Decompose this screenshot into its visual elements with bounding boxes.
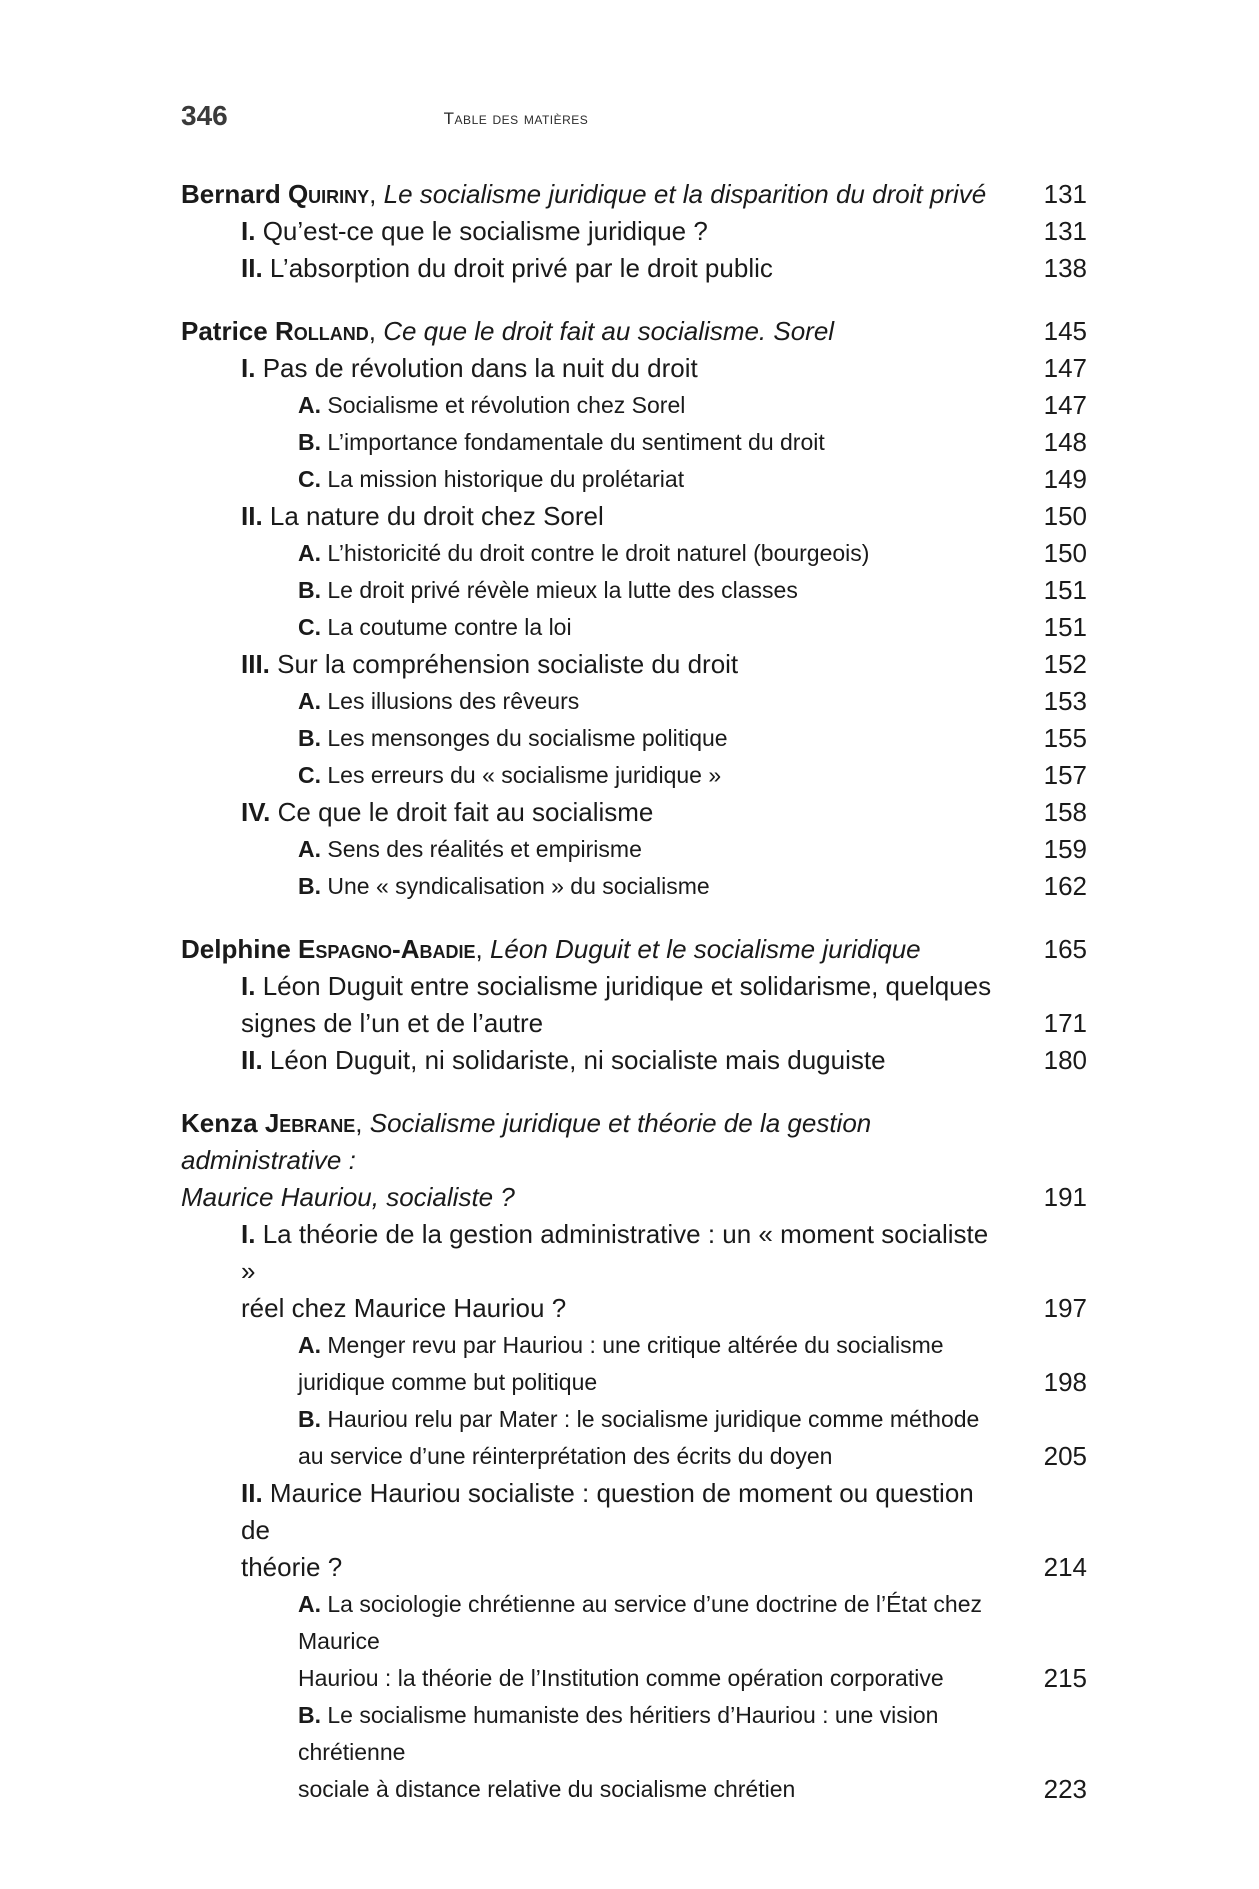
toc-entry-part[interactable] — [181, 968, 1087, 1042]
toc-entry-subpart[interactable] — [181, 1697, 1087, 1808]
page-ref: 205 — [1043, 1441, 1087, 1471]
subpart-marker: C. — [298, 466, 321, 492]
toc-entry-subpart[interactable] — [181, 535, 1087, 572]
toc-entry-part[interactable] — [181, 794, 1087, 831]
subpart-marker: C. — [298, 614, 321, 640]
toc-entry-subpart[interactable] — [181, 757, 1087, 794]
toc-entry-subpart[interactable] — [181, 683, 1087, 720]
chapter-title-line-2: Maurice Hauriou, socialiste ? — [181, 1182, 515, 1212]
toc-entry-part[interactable] — [181, 1042, 1087, 1079]
toc-entry-part[interactable] — [181, 646, 1087, 683]
author-first-name: Kenza — [181, 1108, 258, 1138]
page-ref: 214 — [1043, 1552, 1087, 1582]
subpart-title-line-1: Le socialisme humaniste des héritiers d’Hauriou : une vision chrétienne — [298, 1702, 939, 1765]
page-ref: 159 — [1043, 834, 1087, 864]
subpart-marker: B. — [298, 1406, 321, 1432]
page-ref: 157 — [1043, 760, 1087, 790]
part-title: Sur la compréhension socialiste du droit — [277, 649, 739, 679]
toc-entry-subpart[interactable] — [181, 1586, 1087, 1697]
part-title-line-1: Maurice Hauriou socialiste : question de moment ou question de — [241, 1478, 974, 1545]
page-ref: 148 — [1043, 427, 1087, 457]
author-last-name: Espagno-Abadie — [298, 934, 476, 964]
part-marker: IV. — [241, 797, 271, 827]
page-ref: 155 — [1043, 723, 1087, 753]
subpart-title-line-2: juridique comme but politique — [298, 1369, 598, 1395]
chapter-title: Ce que le droit fait au socialisme. Sorel — [383, 316, 835, 346]
subpart-title: L’historicité du droit contre le droit naturel (bourgeois) — [327, 540, 870, 566]
subpart-marker: A. — [298, 1591, 321, 1617]
subpart-marker: B. — [298, 873, 321, 899]
part-title: Qu’est-ce que le socialisme juridique ? — [262, 216, 708, 246]
chapter-title: Léon Duguit et le socialisme juridique — [489, 934, 921, 964]
part-title: Ce que le droit fait au socialisme — [277, 797, 654, 827]
page-ref: 152 — [1043, 649, 1087, 679]
page-ref: 151 — [1043, 575, 1087, 605]
subpart-marker: C. — [298, 762, 321, 788]
part-marker: II. — [241, 1045, 263, 1075]
part-marker: I. — [241, 971, 256, 1001]
toc-entry-author[interactable]: Patrice Rolland, Ce que le droit fait au socialisme. Sorel 145 — [181, 313, 1087, 350]
toc-entry-subpart[interactable] — [181, 387, 1087, 424]
subpart-title: La coutume contre la loi — [327, 614, 572, 640]
page-ref: 158 — [1043, 797, 1087, 827]
subpart-marker: A. — [298, 688, 321, 714]
page-ref: 131 — [1043, 179, 1087, 209]
subpart-title: L’importance fondamentale du sentiment du droit — [327, 429, 825, 455]
subpart-marker: A. — [298, 1332, 321, 1358]
page-ref: 151 — [1043, 612, 1087, 642]
author-last-name: Rolland — [274, 316, 369, 346]
subpart-title: Les illusions des rêveurs — [327, 688, 580, 714]
page-ref: 215 — [1043, 1663, 1087, 1693]
part-marker: I. — [241, 216, 256, 246]
page-ref: 145 — [1043, 316, 1087, 346]
toc-entry-part[interactable] — [181, 213, 1087, 250]
page-ref: 150 — [1043, 538, 1087, 568]
subpart-title-line-1: Hauriou relu par Mater : le socialisme juridique comme méthode — [327, 1406, 980, 1432]
toc-entry-subpart[interactable] — [181, 868, 1087, 905]
part-marker: II. — [241, 501, 263, 531]
part-marker: III. — [241, 649, 270, 679]
page-ref: 191 — [1043, 1182, 1087, 1212]
author-first-name: Delphine — [181, 934, 291, 964]
toc-entry-subpart[interactable] — [181, 461, 1087, 498]
chapter-title-line-1: Socialisme juridique et théorie de la gestion administrative : — [181, 1108, 872, 1175]
part-marker: II. — [241, 253, 263, 283]
toc-entry-author[interactable]: Bernard Quiriny, Le socialisme juridique et la disparition du droit privé 131 — [181, 176, 1087, 213]
page-ref: 147 — [1043, 353, 1087, 383]
subpart-title-line-2: au service d’une réinterprétation des écrits du doyen — [298, 1443, 833, 1469]
part-marker: I. — [241, 353, 256, 383]
page-ref: 150 — [1043, 501, 1087, 531]
author-last-name: Jebrane — [264, 1108, 356, 1138]
part-title-line-1: Léon Duguit entre socialisme juridique et solidarisme, quelques — [262, 971, 992, 1001]
subpart-title-line-2: sociale à distance relative du socialisme chrétien — [298, 1776, 796, 1802]
subpart-marker: B. — [298, 725, 321, 751]
subpart-marker: A. — [298, 540, 321, 566]
page-ref: 223 — [1043, 1774, 1087, 1804]
toc-entry-part[interactable] — [181, 250, 1087, 287]
subpart-marker: B. — [298, 1702, 321, 1728]
toc-entry-author[interactable]: Delphine Espagno-Abadie, Léon Duguit et le socialisme juridique 165 — [181, 931, 1087, 968]
part-marker: II. — [241, 1478, 263, 1508]
chapter-title: Le socialisme juridique et la disparition du droit privé — [383, 179, 987, 209]
running-title: Table des matières — [443, 109, 589, 128]
toc-entry-part[interactable] — [181, 1216, 1087, 1327]
toc-entry-subpart[interactable] — [181, 720, 1087, 757]
subpart-title-line-1: La sociologie chrétienne au service d’une doctrine de l’État chez Maurice — [298, 1591, 983, 1654]
toc-entry-subpart[interactable] — [181, 1401, 1087, 1475]
toc-entry-subpart[interactable] — [181, 1327, 1087, 1401]
part-title-line-1: La théorie de la gestion administrative : un « moment socialiste » — [241, 1219, 989, 1286]
running-head — [181, 100, 1081, 140]
toc-entry-part[interactable] — [181, 350, 1087, 387]
page-ref: 147 — [1043, 390, 1087, 420]
subpart-title: Les mensonges du socialisme politique — [327, 725, 728, 751]
toc-entry-author[interactable]: Kenza Jebrane, Socialisme juridique et théorie de la gestion administrative : Maurice Hauriou, socialiste ? 191 — [181, 1105, 1087, 1216]
subpart-title: Socialisme et révolution chez Sorel — [327, 392, 686, 418]
page-ref: 197 — [1043, 1293, 1087, 1323]
toc-entry-subpart[interactable] — [181, 572, 1087, 609]
table-of-contents — [181, 176, 1087, 1808]
page-ref: 149 — [1043, 464, 1087, 494]
page-ref: 153 — [1043, 686, 1087, 716]
subpart-marker: B. — [298, 429, 321, 455]
page-ref: 138 — [1043, 253, 1087, 283]
page-ref: 171 — [1043, 1008, 1087, 1038]
subpart-title: Sens des réalités et empirisme — [327, 836, 642, 862]
subpart-title-line-1: Menger revu par Hauriou : une critique altérée du socialisme — [327, 1332, 944, 1358]
part-title: Léon Duguit, ni solidariste, ni socialiste mais duguiste — [269, 1045, 886, 1075]
page-ref: 162 — [1043, 871, 1087, 901]
page-ref: 198 — [1043, 1367, 1087, 1397]
author-last-name: Quiriny — [287, 179, 370, 209]
part-title-line-2: théorie ? — [241, 1552, 343, 1582]
author-first-name: Bernard — [181, 179, 281, 209]
subpart-title: Les erreurs du « socialisme juridique » — [327, 762, 722, 788]
part-marker: I. — [241, 1219, 256, 1249]
toc-entry-subpart[interactable] — [181, 831, 1087, 868]
page-number: 346 — [181, 100, 228, 131]
part-title: La nature du droit chez Sorel — [269, 501, 604, 531]
part-title-line-2: réel chez Maurice Hauriou ? — [241, 1293, 567, 1323]
subpart-title-line-2: Hauriou : la théorie de l’Institution comme opération corporative — [298, 1665, 944, 1691]
author-first-name: Patrice — [181, 316, 268, 346]
toc-entry-subpart[interactable] — [181, 424, 1087, 461]
subpart-marker: A. — [298, 392, 321, 418]
subpart-title: Une « syndicalisation » du socialisme — [327, 873, 710, 899]
part-title-line-2: signes de l’un et de l’autre — [241, 1008, 544, 1038]
page-ref: 180 — [1043, 1045, 1087, 1075]
subpart-marker: B. — [298, 577, 321, 603]
subpart-title: La mission historique du prolétariat — [327, 466, 685, 492]
toc-entry-part[interactable] — [181, 498, 1087, 535]
subpart-title: Le droit privé révèle mieux la lutte des classes — [327, 577, 798, 603]
page-ref: 165 — [1043, 934, 1087, 964]
toc-entry-subpart[interactable] — [181, 609, 1087, 646]
page-ref: 131 — [1043, 216, 1087, 246]
subpart-marker: A. — [298, 836, 321, 862]
part-title: Pas de révolution dans la nuit du droit — [262, 353, 698, 383]
part-title: L’absorption du droit privé par le droit public — [269, 253, 773, 283]
toc-entry-part[interactable] — [181, 1475, 1087, 1586]
